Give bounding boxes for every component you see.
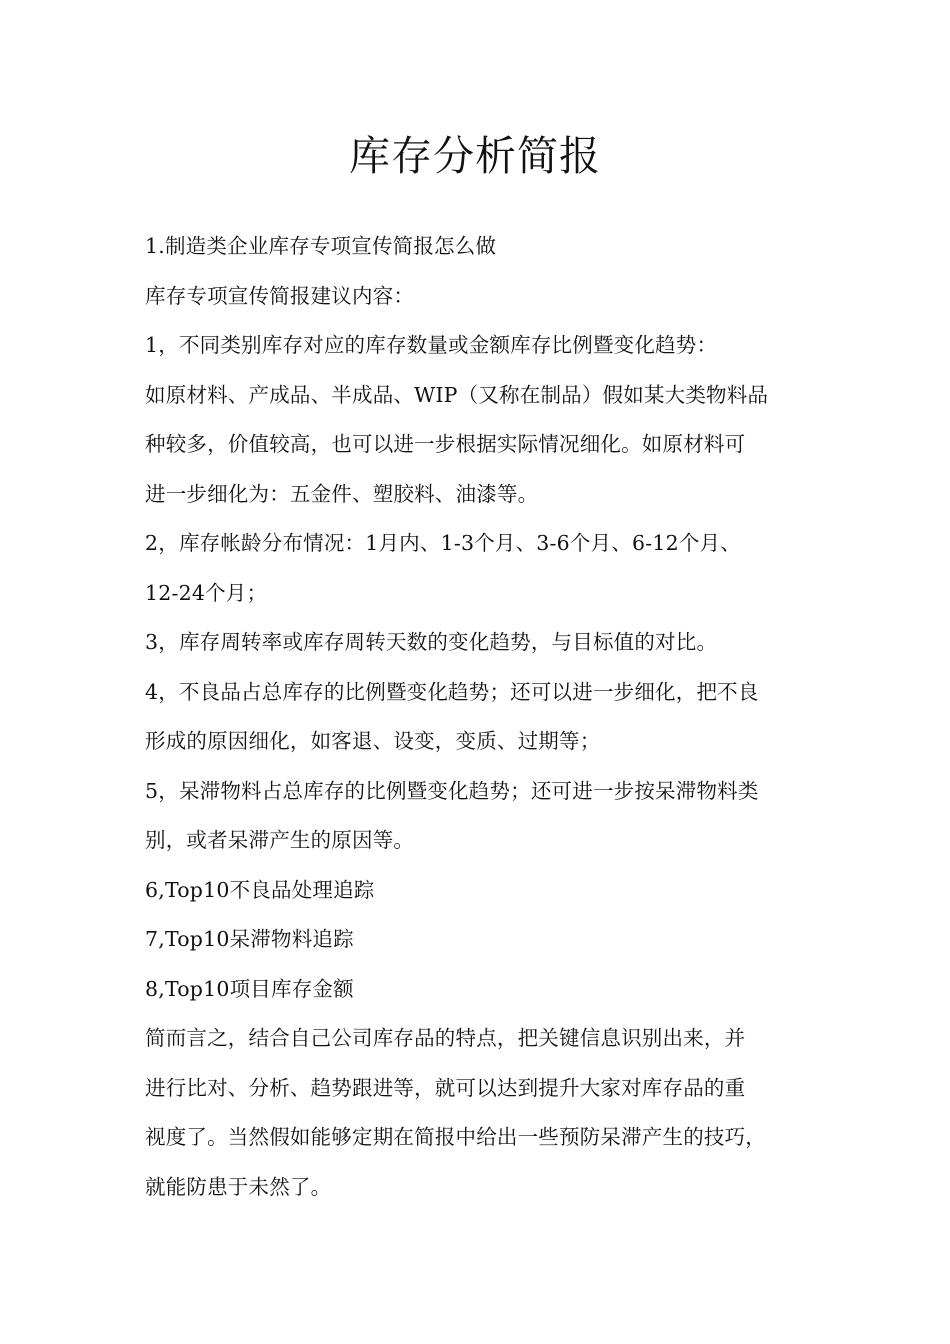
body-line-19: 视度了。当然假如能够定期在简报中给出一些预防呆滞产生的技巧，	[145, 1125, 766, 1149]
body-line-2: 库存专项宣传简报建议内容：	[145, 283, 415, 308]
body-line-17: 简而言之，结合自己公司库存品的特点，把关键信息识别出来，并	[145, 1026, 746, 1050]
body-line-16: 8,Top10项目库存金额	[145, 976, 354, 1001]
document-title: 库存分析简报	[349, 132, 601, 180]
body-line-4: 如原材料、产成品、半成品、WIP（又称在制品）假如某大类物料品	[145, 382, 769, 407]
body-line-11: 形成的原因细化，如客退、设变，变质、过期等；	[145, 729, 601, 753]
body-line-15: 7,Top10呆滞物料追踪	[145, 927, 354, 951]
body-line-7: 2，库存帐龄分布情况：1月内、1-3个月、3-6个月、6-12个月、	[145, 531, 741, 555]
body-line-14: 6,Top10不良品处理追踪	[145, 877, 375, 902]
body-line-3: 1，不同类别库存对应的库存数量或金额库存比例暨变化趋势：	[145, 333, 718, 357]
body-line-20: 就能防患于未然了。	[145, 1174, 332, 1199]
body-line-13: 别，或者呆滞产生的原因等。	[145, 828, 415, 852]
document-body	[145, 222, 810, 1212]
body-line-6: 进一步细化为：五金件、塑胶料、油漆等。	[145, 481, 539, 506]
body-line-1: 1.制造类企业库存专项宣传简报怎么做	[145, 234, 497, 258]
body-line-12: 5，呆滞物料占总库存的比例暨变化趋势；还可进一步按呆滞物料类	[145, 778, 759, 803]
body-line-10: 4，不良品占总库存的比例暨变化趋势；还可以进一步细化，把不良	[145, 679, 759, 704]
body-line-8: 12-24个月；	[145, 580, 268, 605]
body-line-9: 3，库存周转率或库存周转天数的变化趋势，与目标值的对比。	[145, 630, 718, 654]
body-line-18: 进行比对、分析、趋势跟进等，就可以达到提升大家对库存品的重	[145, 1075, 746, 1100]
body-line-5: 种较多，价值较高，也可以进一步根据实际情况细化。如原材料可	[145, 432, 746, 456]
